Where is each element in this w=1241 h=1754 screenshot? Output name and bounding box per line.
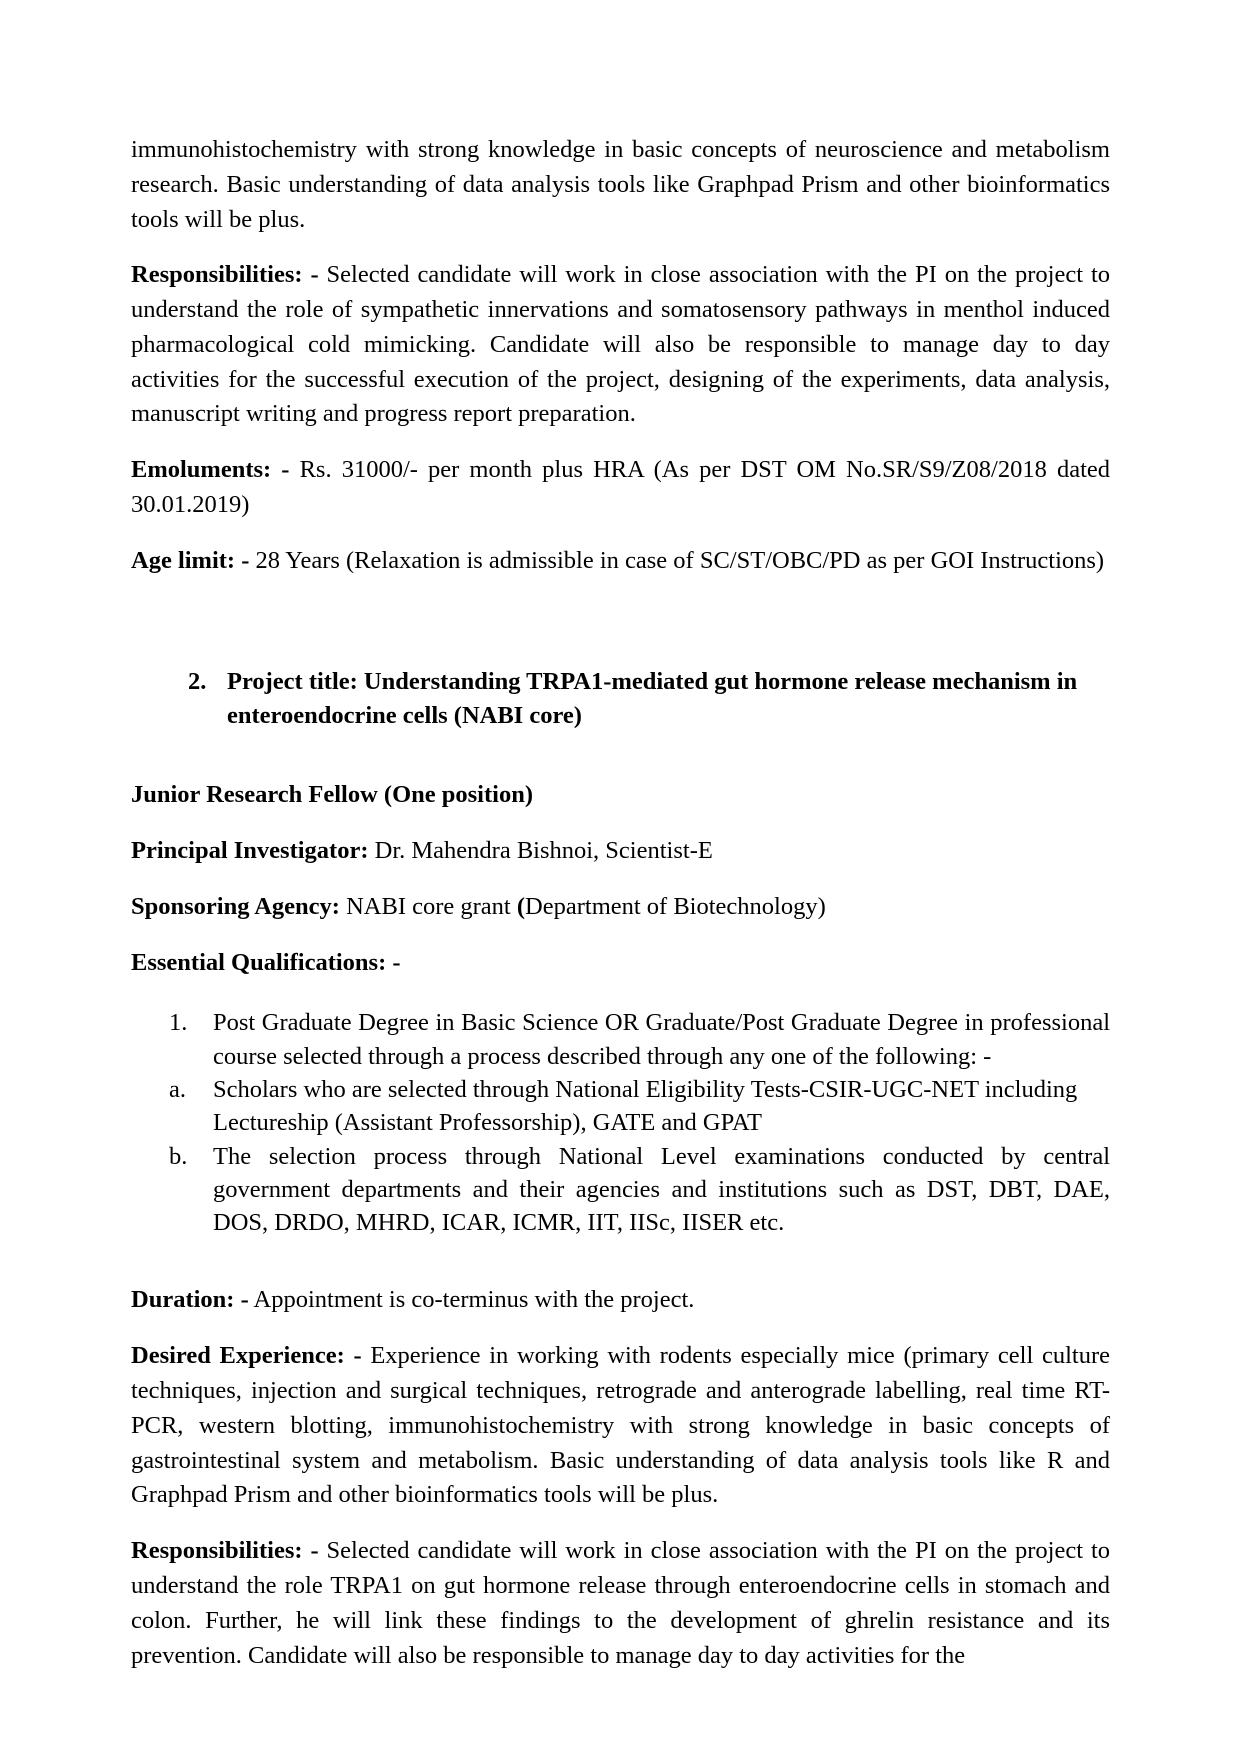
emoluments-label: Emoluments: - bbox=[131, 456, 290, 484]
section-gap bbox=[131, 579, 1110, 665]
paragraph-emoluments bbox=[131, 453, 1110, 523]
sponsoring-agency-value-pre: NABI core grant bbox=[339, 892, 517, 920]
project-title-heading bbox=[188, 665, 1110, 735]
post-list-gap bbox=[131, 1239, 1110, 1283]
list-item bbox=[169, 1140, 1110, 1240]
list-item bbox=[169, 1006, 1110, 1073]
document-body bbox=[131, 133, 1110, 1673]
list-item bbox=[169, 1073, 1110, 1140]
list-item-text: Scholars who are selected through National Eligibility Tests-CSIR-UGC-NET including Lectureship (Assistant Professorship), GATE and GPAT bbox=[213, 1075, 1078, 1137]
duration-text: Appointment is co-terminus with the project. bbox=[248, 1286, 695, 1314]
age-limit-text: 28 Years (Relaxation is admissible in case of SC/ST/OBC/PD as per GOI Instructions) bbox=[249, 546, 1105, 574]
list-item-marker: b. bbox=[169, 1142, 188, 1170]
responsibilities-1-label: Responsibilities: - bbox=[131, 261, 319, 289]
position-heading bbox=[131, 778, 1110, 813]
responsibilities-2-text: Selected candidate will work in close association with the PI on the project to understand the role TRPA1 on gut hormone release through enteroendocrine cells in stomach and colon. Further, he will link these findings to the development of ghrelin resistance and its prevention. Candidate will also be responsible to manage day to day activities for the bbox=[131, 1537, 1111, 1669]
project-number: 2. bbox=[188, 667, 207, 695]
paragraph-intro-continued: immunohistochemistry with strong knowledge in basic concepts of neuroscience and metabolism research. Basic understanding of data analysis tools like Graphpad Prism and other bioinformatics tools will be plus. bbox=[131, 136, 1110, 233]
list-item-text: Post Graduate Degree in Basic Science OR Graduate/Post Graduate Degree in professional course selected through a process described through any one of the following: - bbox=[213, 1009, 1110, 1070]
sponsoring-agency-label: Sponsoring Agency: bbox=[131, 892, 340, 920]
essential-qualifications-label: Essential Qualifications: - bbox=[131, 948, 401, 976]
project-title-text: Project title: Understanding TRPA1-mediated gut hormone release mechanism in enteroendocrine cells (NABI core) bbox=[227, 667, 1078, 730]
desired-experience-label: Desired Experience: - bbox=[131, 1342, 362, 1370]
essential-qualifications-heading bbox=[131, 946, 1110, 981]
list-gap bbox=[131, 980, 1110, 1006]
age-limit-label: Age limit: - bbox=[131, 546, 250, 574]
duration-label: Duration: - bbox=[131, 1286, 249, 1314]
desired-experience-text: Experience in working with rodents especially mice (primary cell culture techniques, injection and surgical techniques, retrograde and anterograde labelling, real time RT-PCR, western blotting, immunohistochemistry with strong knowledge in basic concepts of gastrointestinal system and metabolism. Basic understanding of data analysis tools like R and Graphpad Prism and other bioinformatics tools will be plus. bbox=[131, 1342, 1110, 1509]
paragraph-responsibilities-1 bbox=[131, 258, 1110, 432]
paragraph-principal-investigator bbox=[131, 834, 1110, 869]
position-heading-label: Junior Research Fellow (One position) bbox=[131, 781, 533, 809]
heading-gap bbox=[131, 734, 1110, 778]
principal-investigator-value: Dr. Mahendra Bishnoi, Scientist-E bbox=[368, 836, 713, 864]
responsibilities-1-text: Selected candidate will work in close association with the PI on the project to understand the role of sympathetic innervations and somatosensory pathways in menthol induced pharmacological cold mimicking. Candidate will also be responsible to manage day to day activities for the successful execution of the project, designing of the experiments, data analysis, manuscript writing and progress report preparation. bbox=[131, 261, 1111, 428]
emoluments-text: Rs. 31000/- per month plus HRA (As per DST OM No.SR/S9/Z08/2018 dated 30.01.2019) bbox=[131, 456, 1110, 519]
responsibilities-2-label: Responsibilities: - bbox=[131, 1537, 319, 1565]
sponsoring-agency-value-post: Department of Biotechnology) bbox=[525, 892, 826, 920]
paragraph-desired-experience bbox=[131, 1339, 1110, 1513]
paragraph-age-limit bbox=[131, 544, 1110, 579]
list-item-marker: a. bbox=[169, 1075, 186, 1103]
list-item-text: The selection process through National Level examinations conducted by central government departments and their agencies and institutions such as DST, DBT, DAE, DOS, DRDO, MHRD, ICAR, ICMR, IIT, IISc, IISER etc. bbox=[213, 1142, 1110, 1237]
paragraph-duration bbox=[131, 1283, 1110, 1318]
principal-investigator-label: Principal Investigator: bbox=[131, 836, 369, 864]
paragraph-sponsoring-agency bbox=[131, 890, 1110, 925]
qualifications-list bbox=[131, 1006, 1110, 1239]
list-item-marker: 1. bbox=[169, 1009, 188, 1037]
paragraph-responsibilities-2 bbox=[131, 1534, 1110, 1673]
sponsoring-agency-open-paren: ( bbox=[516, 892, 526, 920]
